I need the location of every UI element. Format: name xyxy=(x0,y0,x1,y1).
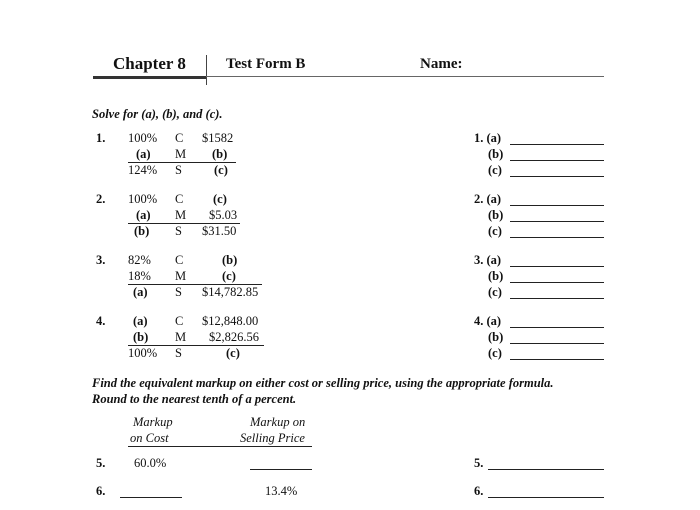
answer-label: (c) xyxy=(488,285,502,299)
answer-blank[interactable] xyxy=(510,160,604,161)
header-rule xyxy=(128,446,312,447)
cell: 124% xyxy=(128,163,158,177)
answer-blank[interactable] xyxy=(510,176,604,177)
answer-blank[interactable] xyxy=(510,343,604,344)
markup-on-cost-value: 60.0% xyxy=(134,456,167,470)
answer-label: (b) xyxy=(488,269,504,283)
cell: M xyxy=(175,330,187,344)
answer-blank[interactable] xyxy=(488,497,604,498)
answer-label: 4. (a) xyxy=(474,314,502,328)
col-header-markup-on-selling: Markup on xyxy=(250,415,306,429)
section2-instruction-line2: Round to the nearest tenth of a percent. xyxy=(92,392,297,406)
header-divider xyxy=(206,55,207,85)
cell: (c) xyxy=(213,192,227,206)
cell: C xyxy=(175,253,184,267)
answer-label: 1. (a) xyxy=(474,131,502,145)
problem-number: 1. xyxy=(96,131,106,145)
cell: C xyxy=(175,192,184,206)
problem-number: 6. xyxy=(96,484,106,498)
cell: $31.50 xyxy=(202,224,237,238)
problem-number: 5. xyxy=(96,456,106,470)
cell: $2,826.56 xyxy=(209,330,259,344)
answer-label: (c) xyxy=(488,346,502,360)
answer-label: (c) xyxy=(488,163,502,177)
answer-label: 2. (a) xyxy=(474,192,502,206)
cell: M xyxy=(175,147,187,161)
answer-label: (b) xyxy=(488,330,504,344)
answer-label: (b) xyxy=(488,208,504,222)
answer-label: (b) xyxy=(488,147,504,161)
cell: S xyxy=(175,346,182,360)
cell: 82% xyxy=(128,253,151,267)
answer-blank[interactable] xyxy=(510,205,604,206)
answer-label: 6. xyxy=(474,484,484,498)
cell: (a) xyxy=(133,314,148,328)
cell: M xyxy=(175,208,187,222)
cell: $5.03 xyxy=(209,208,238,222)
cell: (b) xyxy=(222,253,238,267)
section2-instruction: Find the equivalent markup on either cost or selling price, using the appropriate formula. xyxy=(92,376,554,390)
cell: S xyxy=(175,224,182,238)
cell: (b) xyxy=(133,330,149,344)
cell: 100% xyxy=(128,192,158,206)
header-rule-thin xyxy=(206,76,604,77)
section1-instruction: Solve for (a), (b), and (c). xyxy=(92,107,223,121)
problem-number: 2. xyxy=(96,192,106,206)
answer-blank[interactable] xyxy=(250,469,312,470)
col-header-markup-on-selling-line2: Selling Price xyxy=(240,431,305,445)
answer-blank[interactable] xyxy=(510,327,604,328)
name-label: Name: xyxy=(420,56,463,72)
header-rule-thick xyxy=(93,76,206,79)
chapter-title: Chapter 8 xyxy=(113,54,186,73)
cell: 100% xyxy=(128,131,158,145)
answer-blank[interactable] xyxy=(510,237,604,238)
answer-blank[interactable] xyxy=(510,282,604,283)
answer-label: (c) xyxy=(488,224,502,238)
answer-blank[interactable] xyxy=(510,359,604,360)
cell: (a) xyxy=(136,147,151,161)
cell: (a) xyxy=(136,208,151,222)
answer-blank[interactable] xyxy=(510,266,604,267)
answer-blank[interactable] xyxy=(510,221,604,222)
test-form-label: Test Form B xyxy=(226,56,306,72)
problem-number: 3. xyxy=(96,253,106,267)
answer-blank[interactable] xyxy=(120,497,182,498)
answer-blank[interactable] xyxy=(510,298,604,299)
cell: S xyxy=(175,285,182,299)
answer-label: 3. (a) xyxy=(474,253,502,267)
cell: S xyxy=(175,163,182,177)
markup-on-selling-value: 13.4% xyxy=(265,484,298,498)
cell: (c) xyxy=(222,269,236,283)
cell: 100% xyxy=(128,346,158,360)
cell: (c) xyxy=(214,163,228,177)
col-header-markup-on-cost-line2: on Cost xyxy=(130,431,169,445)
cell: $1582 xyxy=(202,131,234,145)
answer-blank[interactable] xyxy=(488,469,604,470)
problem-number: 4. xyxy=(96,314,106,328)
cell: (b) xyxy=(134,224,150,238)
cell: (a) xyxy=(133,285,148,299)
col-header-markup-on-cost: Markup xyxy=(133,415,173,429)
cell: C xyxy=(175,314,184,328)
cell: (b) xyxy=(212,147,228,161)
cell: (c) xyxy=(226,346,240,360)
cell: $14,782.85 xyxy=(202,285,259,299)
cell: C xyxy=(175,131,184,145)
answer-label: 5. xyxy=(474,456,484,470)
cell: $12,848.00 xyxy=(202,314,259,328)
cell: M xyxy=(175,269,187,283)
answer-blank[interactable] xyxy=(510,144,604,145)
cell: 18% xyxy=(128,269,151,283)
